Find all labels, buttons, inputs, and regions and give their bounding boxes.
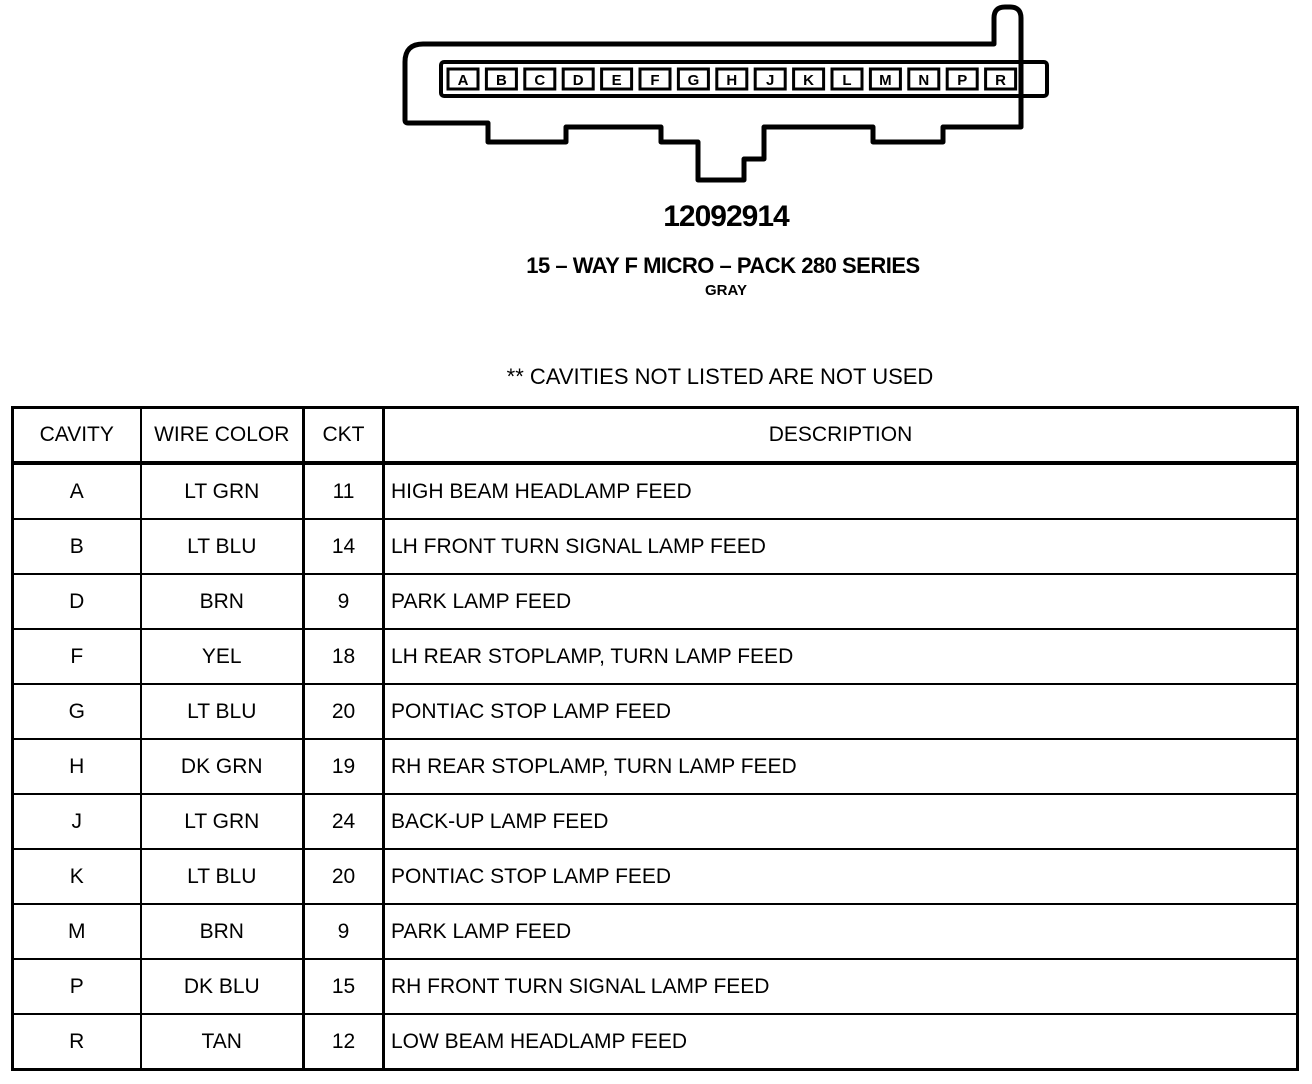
description-cell: PARK LAMP FEED — [384, 904, 1298, 959]
svg-text:R: R — [995, 72, 1007, 89]
table-header-row — [13, 408, 1298, 464]
cavity-h — [717, 69, 747, 89]
svg-text:M: M — [879, 72, 892, 89]
cavity-cell: G — [13, 684, 141, 739]
description-cell: BACK-UP LAMP FEED — [384, 794, 1298, 849]
cavity-k — [794, 69, 824, 89]
ckt-cell: 15 — [304, 959, 384, 1014]
wire-color-cell: DK GRN — [141, 739, 304, 794]
description-cell: PARK LAMP FEED — [384, 574, 1298, 629]
pin-housing — [441, 62, 1047, 96]
ckt-cell: 11 — [304, 463, 384, 519]
description-cell: HIGH BEAM HEADLAMP FEED — [384, 463, 1298, 519]
cavity-cell: B — [13, 519, 141, 574]
cavity-cell: P — [13, 959, 141, 1014]
svg-text:C: C — [534, 72, 546, 89]
svg-text:L: L — [842, 72, 852, 89]
part-number: 12092914 — [663, 200, 789, 233]
cavity-cell: R — [13, 1014, 141, 1070]
table-row — [13, 1014, 1298, 1070]
table-row — [13, 959, 1298, 1014]
description-cell: LOW BEAM HEADLAMP FEED — [384, 1014, 1298, 1070]
unused-cavities-note: ** CAVITIES NOT LISTED ARE NOT USED — [506, 364, 934, 389]
wire-color-cell: LT GRN — [141, 463, 304, 519]
table-row — [13, 519, 1298, 574]
table-row — [13, 794, 1298, 849]
wire-color-cell: LT BLU — [141, 519, 304, 574]
ckt-cell: 9 — [304, 904, 384, 959]
svg-text:D: D — [572, 72, 584, 89]
cavity-a — [448, 69, 478, 89]
ckt-cell: 20 — [304, 849, 384, 904]
cavity-cell: D — [13, 574, 141, 629]
wire-color-cell: BRN — [141, 574, 304, 629]
svg-text:P: P — [957, 72, 968, 89]
description-cell: RH REAR STOPLAMP, TURN LAMP FEED — [384, 739, 1298, 794]
header-ckt: CKT — [304, 408, 384, 464]
header-wire-color: WIRE COLOR — [141, 408, 304, 464]
header-cavity: CAVITY — [13, 408, 141, 464]
cavity-c — [525, 69, 555, 89]
connector-outline — [405, 7, 1021, 180]
description-cell: PONTIAC STOP LAMP FEED — [384, 849, 1298, 904]
cavity-r — [986, 69, 1016, 89]
ckt-cell: 9 — [304, 574, 384, 629]
cavity-cell: F — [13, 629, 141, 684]
cavity-cell: M — [13, 904, 141, 959]
table-row — [13, 684, 1298, 739]
ckt-cell: 12 — [304, 1014, 384, 1070]
cavity-l — [832, 69, 862, 89]
ckt-cell: 18 — [304, 629, 384, 684]
cavity-cell: K — [13, 849, 141, 904]
svg-text:E: E — [611, 72, 622, 89]
cavity-d — [563, 69, 593, 89]
svg-text:J: J — [766, 72, 775, 89]
ckt-cell: 19 — [304, 739, 384, 794]
table-row — [13, 739, 1298, 794]
description-cell: PONTIAC STOP LAMP FEED — [384, 684, 1298, 739]
cavity-cell: H — [13, 739, 141, 794]
cavity-f — [640, 69, 670, 89]
connector-type: 15 – WAY F MICRO – PACK 280 SERIES — [526, 253, 920, 278]
cavity-cell: A — [13, 463, 141, 519]
table-row — [13, 904, 1298, 959]
description-cell: RH FRONT TURN SIGNAL LAMP FEED — [384, 959, 1298, 1014]
ckt-cell: 20 — [304, 684, 384, 739]
table-row — [13, 629, 1298, 684]
description-cell: LH FRONT TURN SIGNAL LAMP FEED — [384, 519, 1298, 574]
cavity-p — [947, 69, 977, 89]
cavity-b — [486, 69, 516, 89]
ckt-cell: 24 — [304, 794, 384, 849]
ckt-cell: 14 — [304, 519, 384, 574]
table-row — [13, 849, 1298, 904]
wire-color-cell: YEL — [141, 629, 304, 684]
description-cell: LH REAR STOPLAMP, TURN LAMP FEED — [384, 629, 1298, 684]
svg-text:F: F — [650, 72, 660, 89]
header-description: DESCRIPTION — [384, 408, 1298, 464]
svg-text:B: B — [495, 72, 507, 89]
cavity-g — [678, 69, 708, 89]
svg-text:H: H — [726, 72, 738, 89]
cavity-j — [755, 69, 785, 89]
wire-color-cell: BRN — [141, 904, 304, 959]
cavity-n — [909, 69, 939, 89]
wire-color-cell: LT BLU — [141, 849, 304, 904]
table-row — [13, 463, 1298, 519]
svg-text:N: N — [918, 72, 930, 89]
svg-text:G: G — [687, 72, 700, 89]
svg-text:A: A — [457, 72, 469, 89]
cavity-m — [870, 69, 900, 89]
table-row — [13, 574, 1298, 629]
connector-color: GRAY — [705, 282, 747, 299]
cavity-e — [602, 69, 632, 89]
wire-color-cell: LT GRN — [141, 794, 304, 849]
wire-color-cell: TAN — [141, 1014, 304, 1070]
cavity-cell: J — [13, 794, 141, 849]
svg-text:K: K — [803, 72, 815, 89]
wire-color-cell: LT BLU — [141, 684, 304, 739]
pinout-table — [11, 406, 1299, 1071]
wire-color-cell: DK BLU — [141, 959, 304, 1014]
